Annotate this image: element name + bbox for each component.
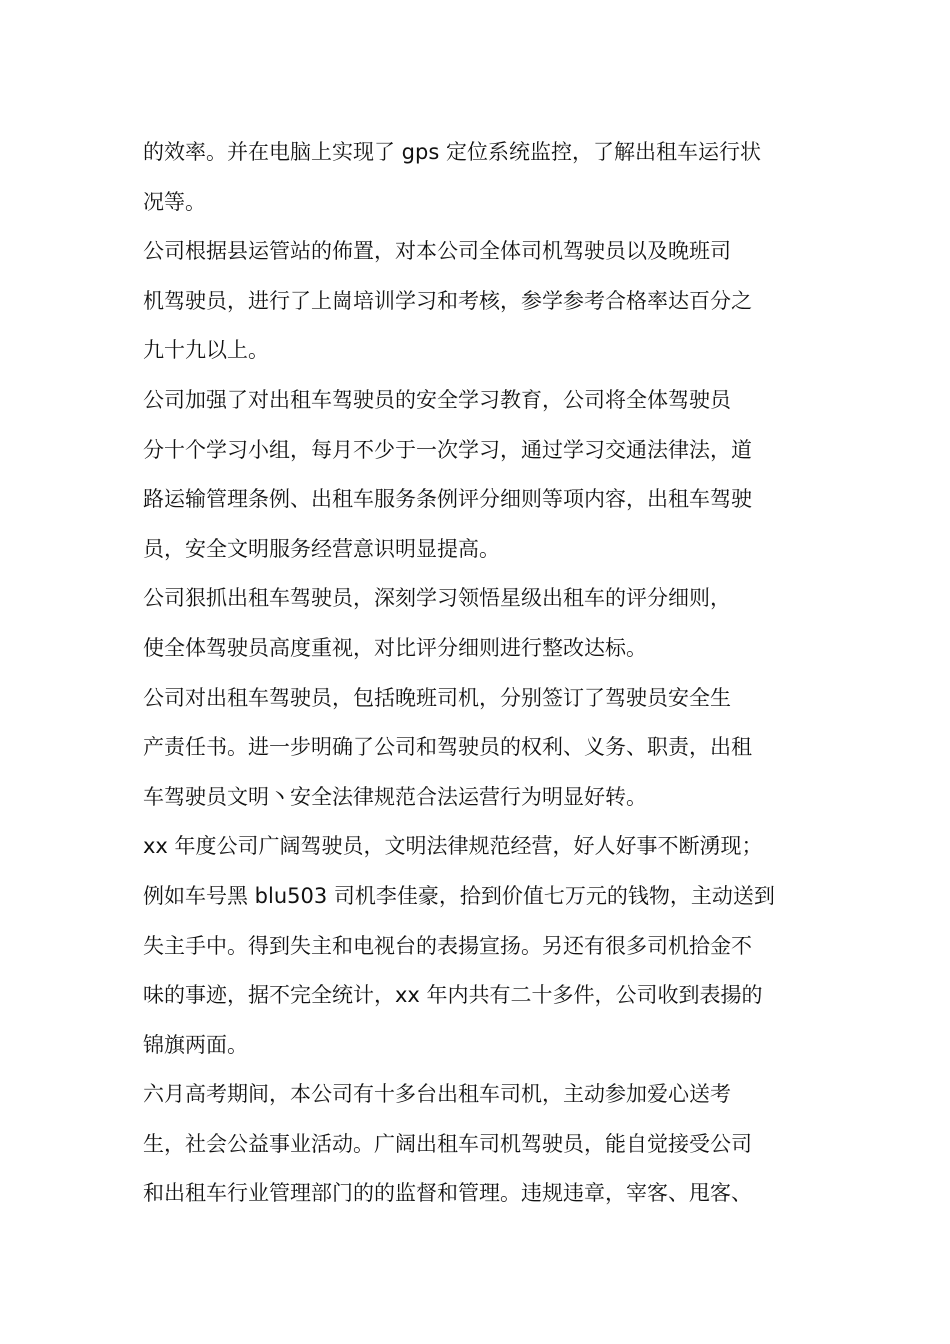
paragraph	[143, 376, 813, 574]
text-line: 机驾驶员，进行了上崗培训学习和考核，参学参考合格率达百分之	[143, 288, 752, 313]
text-line: 失主手中。得到失主和电视台的表揚宣扬。另还有很多司机拾金不	[143, 933, 752, 958]
text-line: 味的事迹，据不完全统计，xx 年内共有二十多件，公司收到表揚的	[143, 983, 763, 1008]
text-line: 例如车号黑 blu503 司机李佳豪，拾到价值七万元的钱物，主动送到	[143, 883, 775, 908]
text-line: 产责任书。进一步明确了公司和驾驶员的权利、义务、职责，出租	[143, 735, 752, 760]
text-line: xx 年度公司广阔驾驶员，文明法律规范经营，好人好事不断湧现；	[143, 834, 763, 859]
text-line: 使全体驾驶员高度重视，对比评分细则进行整改达标。	[143, 635, 647, 660]
text-line: 公司根据县运管站的佈置，对本公司全体司机驾驶员以及晚班司	[143, 239, 731, 264]
text-line: 车驾驶员文明丶安全法律规范合法运营行为明显好转。	[143, 784, 647, 809]
text-line: 员，安全文明服务经营意识明显提高。	[143, 536, 500, 561]
text-line: 生，社会公益事业活动。广阔出租车司机驾驶员，能自觉接受公司	[143, 1131, 752, 1156]
paragraph	[143, 1070, 813, 1219]
text-line: 况等。	[143, 189, 206, 214]
paragraph	[143, 674, 813, 823]
text-line: 和出租车行业管理部门的的监督和管理。违规违章，宰客、甩客、	[143, 1181, 752, 1206]
text-line: 的效率。并在电脑上实现了 gps 定位系统监控，了解出租车运行状	[143, 140, 761, 164]
text-line: 分十个学习小组，每月不少于一次学习，通过学习交通法律法，道	[143, 437, 752, 462]
paragraph	[143, 822, 813, 1070]
paragraph	[143, 128, 813, 227]
text-line: 六月高考期间，本公司有十多台出租车司机，主动参加爱心送考	[143, 1082, 731, 1107]
paragraph	[143, 227, 813, 376]
text-line: 公司狠抓出租车驾驶员，深刻学习领悟星级出租车的评分细则，	[143, 586, 731, 611]
text-line: 锦旗两面。	[143, 1032, 248, 1057]
text-line: 公司加强了对出租车驾驶员的安全学习教育，公司将全体驾驶员	[143, 387, 731, 412]
text-line: 路运输管理条例、出租车服务条例评分细则等项内容，出租车驾驶	[143, 487, 752, 512]
text-line: 公司对出租车驾驶员，包括晚班司机，分别签订了驾驶员安全生	[143, 685, 731, 710]
paragraph	[143, 574, 813, 673]
text-line: 九十九以上。	[143, 338, 269, 363]
document-body	[143, 128, 813, 1219]
